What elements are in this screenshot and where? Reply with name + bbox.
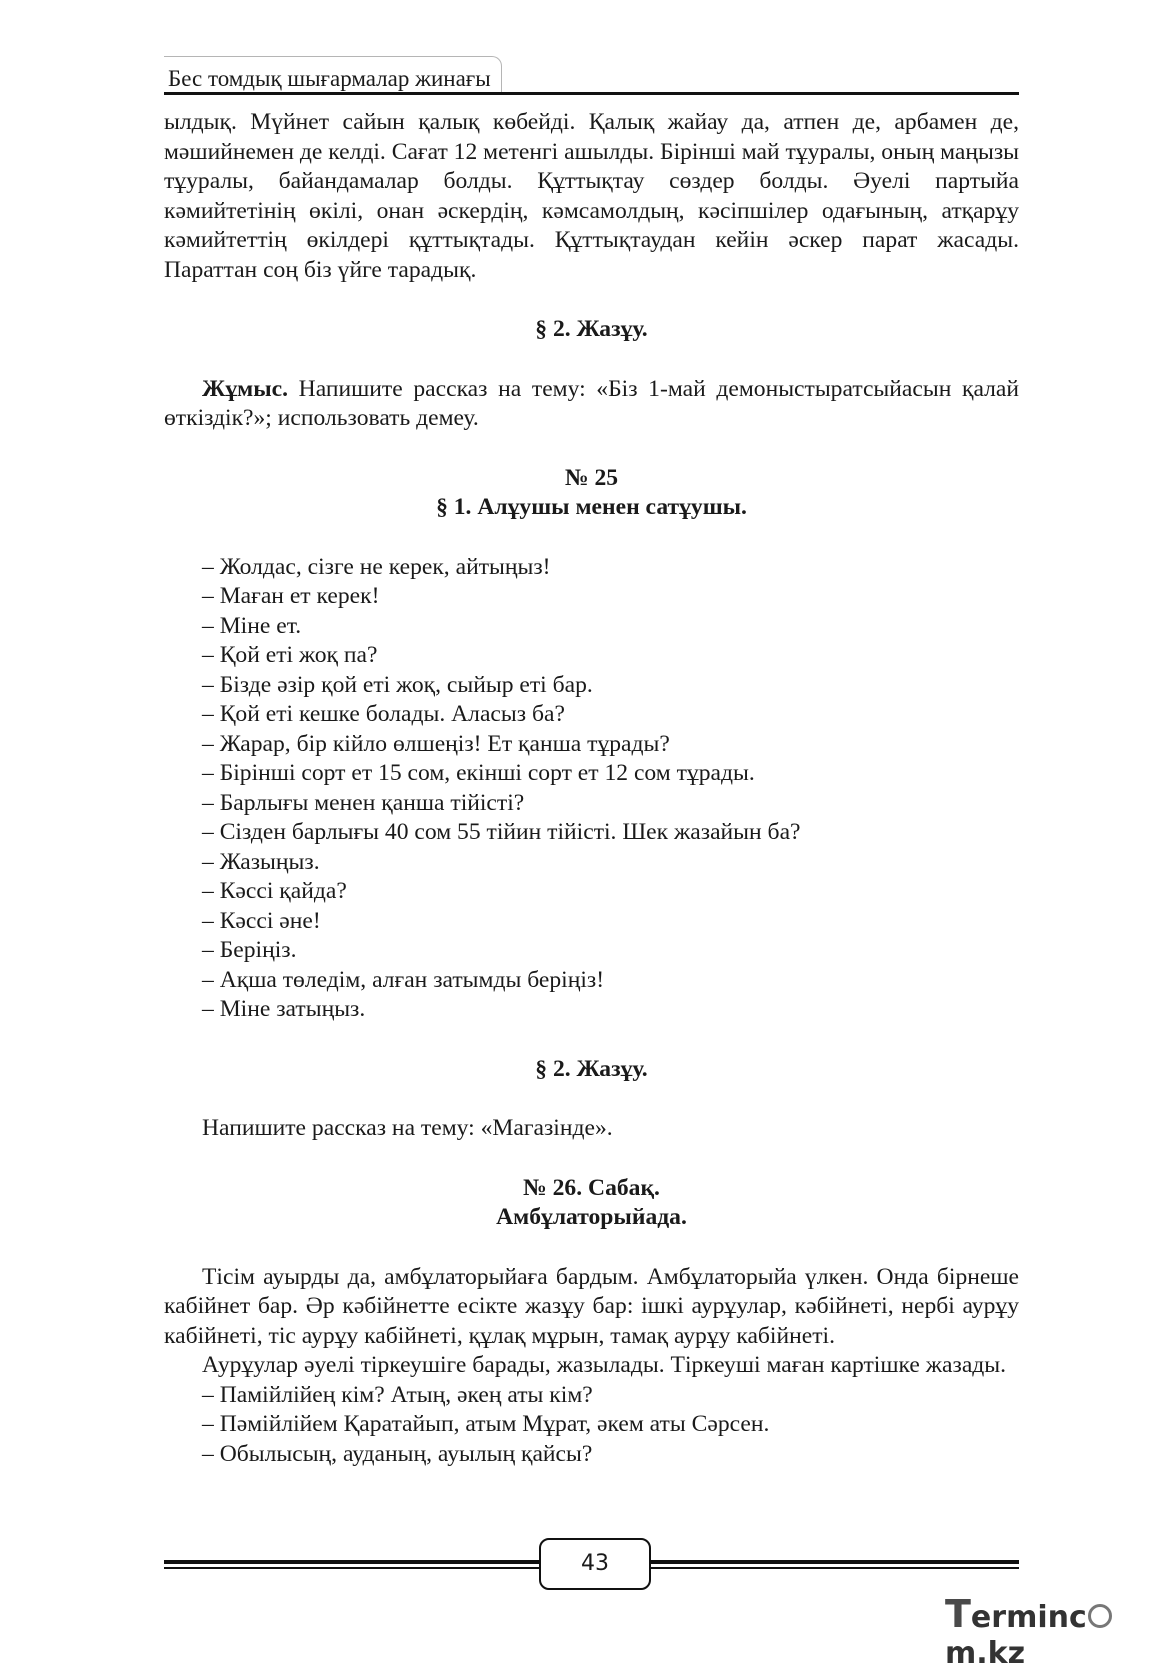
header-title: Бес томдық шығармалар жинағы	[164, 56, 502, 93]
page-number: 43	[539, 1538, 651, 1590]
dialogue-line: – Жарар, бір кійло өлшеңіз! Ет қанша тұрады?	[202, 730, 670, 757]
paragraph: Аурұулар әуелі тіркеушіге барады, жазылады. Тіркеуші маған картішке жазады.	[202, 1352, 1007, 1378]
dialogue-line: – Ақша төледім, алған затымды беріңіз!	[202, 966, 605, 993]
dialogue-line: – Жазыңыз.	[202, 848, 320, 875]
watermark-logo: Termincm.kz	[945, 1592, 1158, 1671]
dialogue-line: – Қой еті кешке болады. Аласыз ба?	[202, 701, 565, 727]
dialogue-line: – Памійлійең кім? Атың, әкең аты кім?	[202, 1381, 593, 1408]
paragraph: Тісім ауырды да, амбұлаторыйаға бардым. Амбұлаторыйа үлкен. Онда бірнеше кабійнет бар. Әр кәбійнетте есікте жазұу бар: ішкі аурұулар, кәбійнеті, нербі аурұу кабійнеті, тіс аурұу кабійнеті, құлақ мұрын, тамақ аурұу кабійнеті.	[164, 1263, 1019, 1349]
dialogue-line: – Беріңіз.	[202, 937, 297, 963]
dialogue-line: – Маған ет керек!	[202, 583, 380, 609]
dialogue-line: – Жолдас, сізге не керек, айтыңыз!	[202, 553, 551, 580]
dialogue-line: – Кәссі қайда?	[202, 878, 347, 904]
dialogue-line: – Бізде әзір қой еті жоқ, сыйыр еті бар.	[202, 671, 593, 698]
dialogue-line: – Обылысың, ауданың, ауылың қайсы?	[202, 1440, 593, 1467]
dialogue-line: – Міне ет.	[202, 612, 302, 639]
lesson-title: Амбұлаторыйада.	[496, 1204, 687, 1230]
dialogue	[164, 1381, 1019, 1470]
paragraph	[164, 375, 1019, 434]
lesson-number: № 26. Сабақ.	[523, 1174, 660, 1201]
dialogue-line: – Кәссі әне!	[202, 907, 321, 934]
paragraph: ылдық. Мүйнет сайын қалық көбейді. Қалық жайау да, атпен де, арбамен де, мәшийнемен де келді. Сағат 12 метенгі ашылды. Бірінші май тұуралы, оның маңызы тұуралы, байандамалар болды. Құттықтау сөздер болды. Әуелі партыйа кәмийтетінің өкілі, онан әскердің, кәмсамолдың, кәсіпшілер одағының, атқарұу кәмийтеттің өкілдері құттықтады. Құттықтаудан кейін әскер парат жасады. Параттан соң біз үйге тарадық.	[164, 109, 1019, 283]
dialogue-line: – Барлығы менен қанша тійісті?	[202, 789, 525, 816]
bold-lead: Жұмыс.	[202, 375, 288, 402]
section-heading: § 2. Жазұу.	[535, 316, 648, 342]
running-header	[164, 56, 1019, 94]
page-footer	[164, 1538, 1019, 1590]
circle-icon	[1088, 1604, 1112, 1628]
header-rule	[164, 92, 1019, 95]
lesson-number: № 25	[564, 464, 619, 491]
dialogue-line: – Пәмійлійем Қаратайып, атым Мұрат, әкем аты Сәрсен.	[202, 1411, 770, 1437]
paragraph: Напишите рассказ на тему: «Магазінде».	[202, 1115, 613, 1141]
paragraph-text: Напишите рассказ на тему: «Біз 1-май демоныстыратсыйасын қалай өткіздік?»; использовать демеу.	[164, 375, 1019, 431]
section-heading: § 1. Алұушы менен сатұушы.	[436, 494, 747, 520]
dialogue	[164, 553, 1019, 1025]
dialogue-line: – Қой еті жоқ па?	[202, 642, 378, 668]
dialogue-line: – Сізден барлығы 40 сом 55 тійин тійісті. Шек жазайын ба?	[202, 819, 801, 845]
dialogue-line: – Бірінші сорт ет 15 сом, екінші сорт ет 12 сом тұрады.	[202, 760, 755, 786]
dialogue-line: – Міне затыңыз.	[202, 996, 366, 1022]
section-heading: § 2. Жазұу.	[535, 1055, 648, 1082]
page-body	[164, 108, 1019, 1469]
